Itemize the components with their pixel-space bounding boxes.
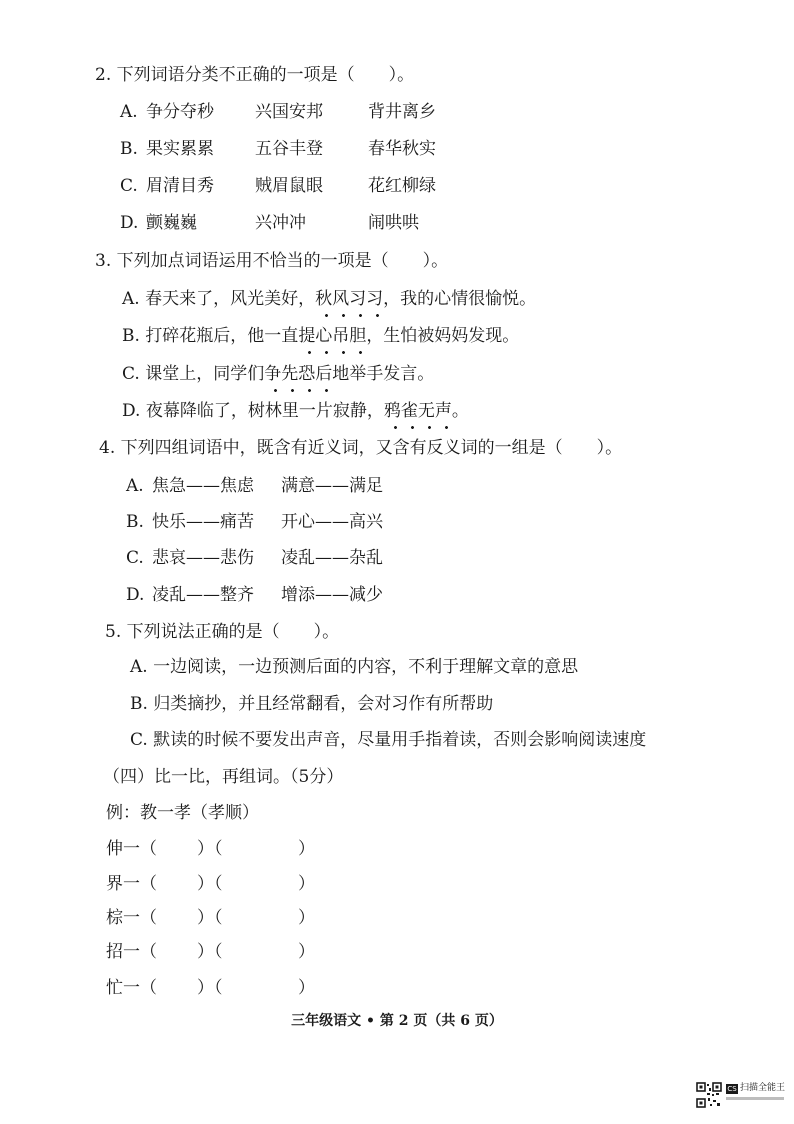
option-label: A. — [126, 476, 144, 496]
word-pair: 焦急——焦虑 — [152, 476, 254, 496]
option-label: C. — [122, 364, 140, 384]
word-pair: 满意——满足 — [281, 476, 383, 496]
option-label: B. — [122, 326, 140, 346]
sentence-after: 。 — [451, 401, 469, 421]
option-word: 春华秋实 — [368, 139, 436, 159]
option-word: 五谷丰登 — [255, 139, 323, 159]
option-word: 眉清目秀 — [146, 176, 214, 196]
row-char: 棕一（ — [106, 908, 157, 928]
option-sentence — [122, 288, 536, 310]
row-end: ） — [298, 978, 315, 998]
word-pair: 开心——高兴 — [281, 512, 383, 532]
row-end: ） — [298, 942, 315, 962]
option-sentence — [122, 325, 519, 347]
row-mid: ）（ — [197, 874, 223, 894]
row-char: 伸一（ — [106, 839, 157, 859]
option-word: 贼眉鼠眼 — [255, 176, 323, 196]
option-word: 花红柳绿 — [368, 176, 436, 196]
option-text — [130, 729, 646, 751]
word-pair: 凌乱——杂乱 — [281, 548, 383, 568]
dotted-phrase: 秋风习习 — [315, 289, 384, 309]
word-pair: 凌乱——整齐 — [152, 585, 254, 605]
word-pair: 快乐——痛苦 — [152, 512, 254, 532]
option-word: 颤巍巍 — [146, 213, 197, 233]
qr-code-icon — [696, 1082, 722, 1108]
option-label: A. — [120, 102, 138, 122]
option-label: A. — [122, 289, 140, 309]
option-label: B. — [120, 139, 138, 159]
sentence-before: 课堂上，同学们 — [145, 364, 265, 384]
option-word: 争分夺秒 — [146, 102, 214, 122]
sentence-before: 夜幕降临了，树林里一片寂静， — [145, 401, 384, 421]
question-3-stem: 3. 下列加点词语运用不恰当的一项是（ ）。 — [95, 251, 449, 271]
option-label: B. — [126, 512, 144, 532]
question-2-stem: 2. 下列词语分类不正确的一项是（ ）。 — [95, 65, 415, 85]
example-line: 例：教一孝（孝顺） — [106, 803, 259, 823]
dotted-phrase: 争先恐后 — [264, 364, 333, 384]
row-end: ） — [298, 908, 315, 928]
camscanner-logo: CS — [727, 1085, 737, 1093]
option-body: 归类摘抄，并且经常翻看，会对习作有所帮助 — [153, 694, 494, 714]
option-text — [130, 656, 578, 678]
option-word: 果实累累 — [146, 139, 214, 159]
row-char: 界一（ — [106, 874, 157, 894]
badge-subline — [726, 1097, 784, 1100]
question-4-stem: 4. 下列四组词语中，既含有近义词，又含有反义词的一组是（ ）。 — [99, 438, 623, 458]
option-label: C. — [130, 730, 148, 750]
option-label: C. — [126, 548, 144, 568]
dotted-phrase: 提心吊胆 — [298, 326, 367, 346]
word-pair: 悲哀——悲伤 — [152, 548, 254, 568]
option-label: D. — [120, 213, 139, 233]
sentence-after: 地举手发言。 — [332, 364, 435, 384]
option-label: D. — [122, 401, 141, 421]
option-sentence — [122, 363, 434, 385]
option-body: 默读的时候不要发出声音，尽量用手指着读，否则会影响阅读速度 — [153, 730, 647, 750]
sentence-after: ，生怕被妈妈发现。 — [366, 326, 520, 346]
scanner-badge — [696, 1082, 788, 1110]
question-5-stem: 5. 下列说法正确的是（ ）。 — [105, 622, 340, 642]
row-end: ） — [298, 839, 315, 859]
row-mid: ）（ — [197, 942, 223, 962]
sentence-before: 打碎花瓶后，他一直 — [145, 326, 299, 346]
option-label: B. — [130, 694, 148, 714]
row-mid: ）（ — [197, 839, 223, 859]
word-pair: 增添——减少 — [281, 585, 383, 605]
section-4-title: （四）比一比，再组词。（5分） — [103, 767, 344, 787]
row-char: 忙一（ — [106, 978, 157, 998]
row-char: 招一（ — [106, 942, 157, 962]
dotted-phrase: 鸦雀无声 — [383, 401, 452, 421]
row-end: ） — [298, 874, 315, 894]
option-word: 背井离乡 — [368, 102, 436, 122]
option-body: 一边阅读，一边预测后面的内容，不利于理解文章的意思 — [153, 657, 579, 677]
option-word: 闹哄哄 — [368, 213, 419, 233]
sentence-before: 春天来了，风光美好， — [145, 289, 316, 309]
option-word: 兴冲冲 — [255, 213, 306, 233]
option-word: 兴国安邦 — [255, 102, 323, 122]
option-text — [130, 693, 493, 715]
row-mid: ）（ — [197, 908, 223, 928]
option-label: C. — [120, 176, 138, 196]
page-footer: 三年级语文 • 第 2 页（共 6 页） — [291, 1013, 503, 1029]
camscanner-name: 扫描全能王 — [740, 1083, 786, 1093]
option-label: D. — [126, 585, 145, 605]
sentence-after: ，我的心情很愉悦。 — [383, 289, 537, 309]
option-sentence — [122, 400, 469, 422]
row-mid: ）（ — [197, 978, 223, 998]
option-label: A. — [130, 657, 148, 677]
